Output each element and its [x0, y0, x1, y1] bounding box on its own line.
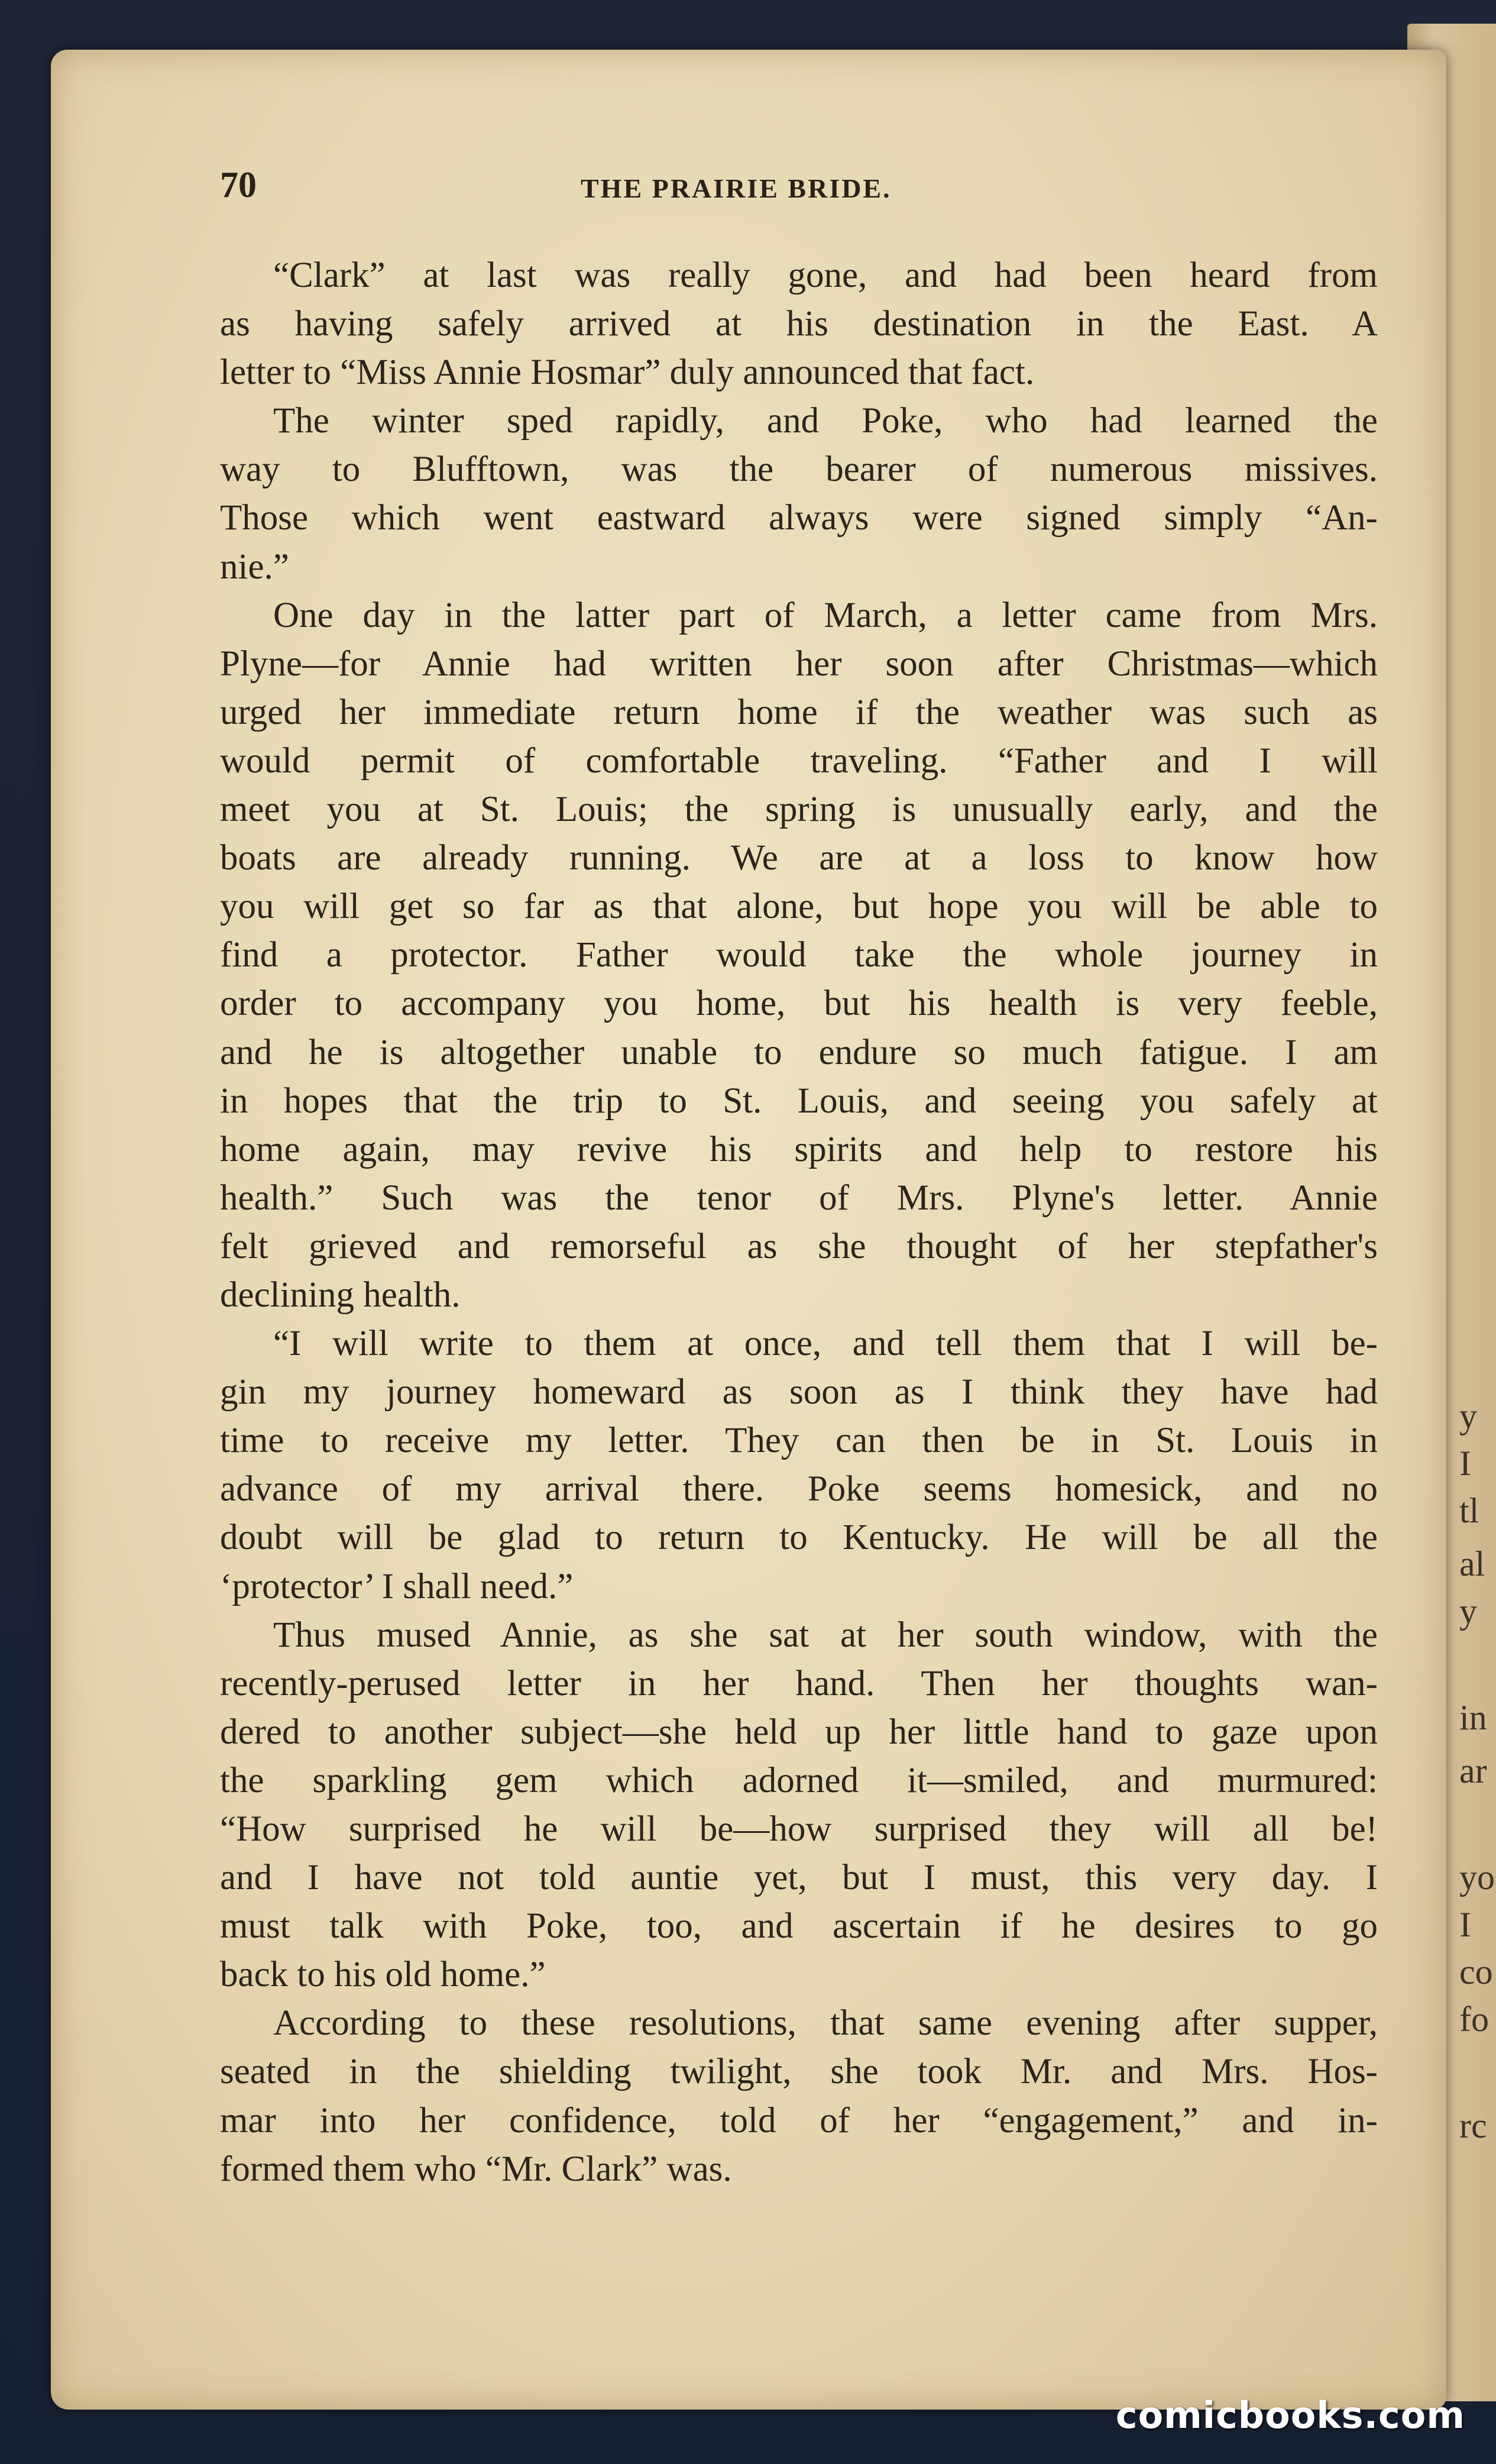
adjacent-page-fragment: in — [1459, 1698, 1487, 1737]
running-head: THE PRAIRIE BRIDE. — [581, 173, 892, 203]
text-line: letter to “Miss Annie Hosmar” duly announced that fact. — [220, 353, 1035, 393]
text-line: order to accompany you home, but his health is very feeble, — [220, 984, 1378, 1024]
text-line: advance of my arrival there. Poke seems homesick, and no — [220, 1469, 1378, 1509]
text-line: “Clark” at last was really gone, and had been heard from — [273, 256, 1378, 295]
text-line: home again, may revive his spirits and help to restore his — [220, 1129, 1378, 1169]
adjacent-page-fragment: y — [1459, 1592, 1477, 1631]
paragraph — [220, 397, 1378, 591]
text-line: find a protector. Father would take the whole journey in — [220, 935, 1378, 975]
text-line: you will get so far as that alone, but hope you will be able to — [220, 887, 1378, 927]
page-number: 70 — [220, 165, 257, 205]
text-line: must talk with Poke, too, and ascertain if he desires to go — [220, 1906, 1378, 1946]
text-line: The winter sped rapidly, and Poke, who had learned the — [273, 401, 1378, 441]
text-line: urged her immediate return home if the weather was such as — [220, 692, 1378, 732]
text-line: recently-perused letter in her hand. Then her thoughts wan- — [220, 1663, 1378, 1703]
text-line: formed them who “Mr. Clark” was. — [220, 2149, 732, 2189]
text-line: seated in the shielding twilight, she took Mr. and Mrs. Hos- — [220, 2052, 1378, 2092]
adjacent-page-fragment: co — [1459, 1952, 1493, 1991]
adjacent-page-fragment: fo — [1459, 2000, 1489, 2039]
text-line: time to receive my letter. They can then be in St. Louis in — [220, 1421, 1378, 1461]
text-line: and he is altogether unable to endure so much fatigue. I am — [220, 1032, 1378, 1072]
paragraph — [220, 1611, 1378, 2000]
text-line: boats are already running. We are at a loss to know how — [220, 838, 1378, 878]
adjacent-page-fragment: y — [1459, 1396, 1477, 1435]
adjacent-page-fragment: ar — [1459, 1751, 1487, 1790]
text-line: felt grieved and remorseful as she thought of her stepfather's — [220, 1226, 1378, 1266]
text-line: mar into her confidence, told of her “engagement,” and in- — [220, 2100, 1378, 2140]
text-line: One day in the latter part of March, a letter came from Mrs. — [273, 595, 1378, 635]
paragraph — [220, 1320, 1378, 1611]
adjacent-page-fragment: al — [1459, 1544, 1485, 1583]
adjacent-page-fragment: I — [1459, 1444, 1471, 1483]
text-line: would permit of comfortable traveling. “Father and I will — [220, 741, 1378, 781]
text-line: back to his old home.” — [220, 1955, 546, 1995]
text-line: nie.” — [220, 547, 289, 587]
text-line: doubt will be glad to return to Kentucky. He will be all the — [220, 1518, 1378, 1558]
body-text — [220, 251, 1378, 2194]
text-line: gin my journey homeward as soon as I think they have had — [220, 1372, 1378, 1412]
text-line: “How surprised he will be—how surprised they will all be! — [220, 1809, 1378, 1849]
text-line: Plyne—for Annie had written her soon after Christmas—which — [220, 644, 1378, 684]
text-line: as having safely arrived at his destination in the East. A — [220, 304, 1378, 344]
text-line: health.” Such was the tenor of Mrs. Plyne's letter. Annie — [220, 1178, 1378, 1218]
paragraph — [220, 591, 1378, 1320]
text-line: declining health. — [220, 1275, 461, 1315]
text-line: Thus mused Annie, as she sat at her south window, with the — [273, 1615, 1378, 1655]
watermark: comicbooks.com — [1115, 2394, 1465, 2437]
text-line: in hopes that the trip to St. Louis, and seeing you safely at — [220, 1081, 1378, 1121]
text-line: ‘protector’ I shall need.” — [220, 1566, 574, 1606]
text-line: meet you at St. Louis; the spring is unusually early, and the — [220, 790, 1378, 830]
page-header — [220, 164, 1379, 212]
text-line: way to Blufftown, was the bearer of numerous missives. — [220, 450, 1378, 490]
text-line: and I have not told auntie yet, but I must, this very day. I — [220, 1858, 1378, 1898]
text-line: According to these resolutions, that same evening after supper, — [273, 2003, 1378, 2043]
text-line: “I will write to them at once, and tell them that I will be- — [273, 1324, 1378, 1364]
adjacent-page-fragment: yo — [1459, 1858, 1495, 1897]
text-line: the sparkling gem which adorned it—smiled, and murmured: — [220, 1760, 1378, 1800]
paragraph — [220, 251, 1378, 397]
text-line: dered to another subject—she held up her little hand to gaze upon — [220, 1712, 1378, 1752]
adjacent-page-fragment: rc — [1459, 2106, 1487, 2145]
paragraph — [220, 1999, 1378, 2193]
adjacent-page-fragment: I — [1459, 1905, 1471, 1944]
adjacent-page-fragment: tl — [1459, 1491, 1479, 1530]
text-line: Those which went eastward always were signed simply “An- — [220, 498, 1378, 538]
